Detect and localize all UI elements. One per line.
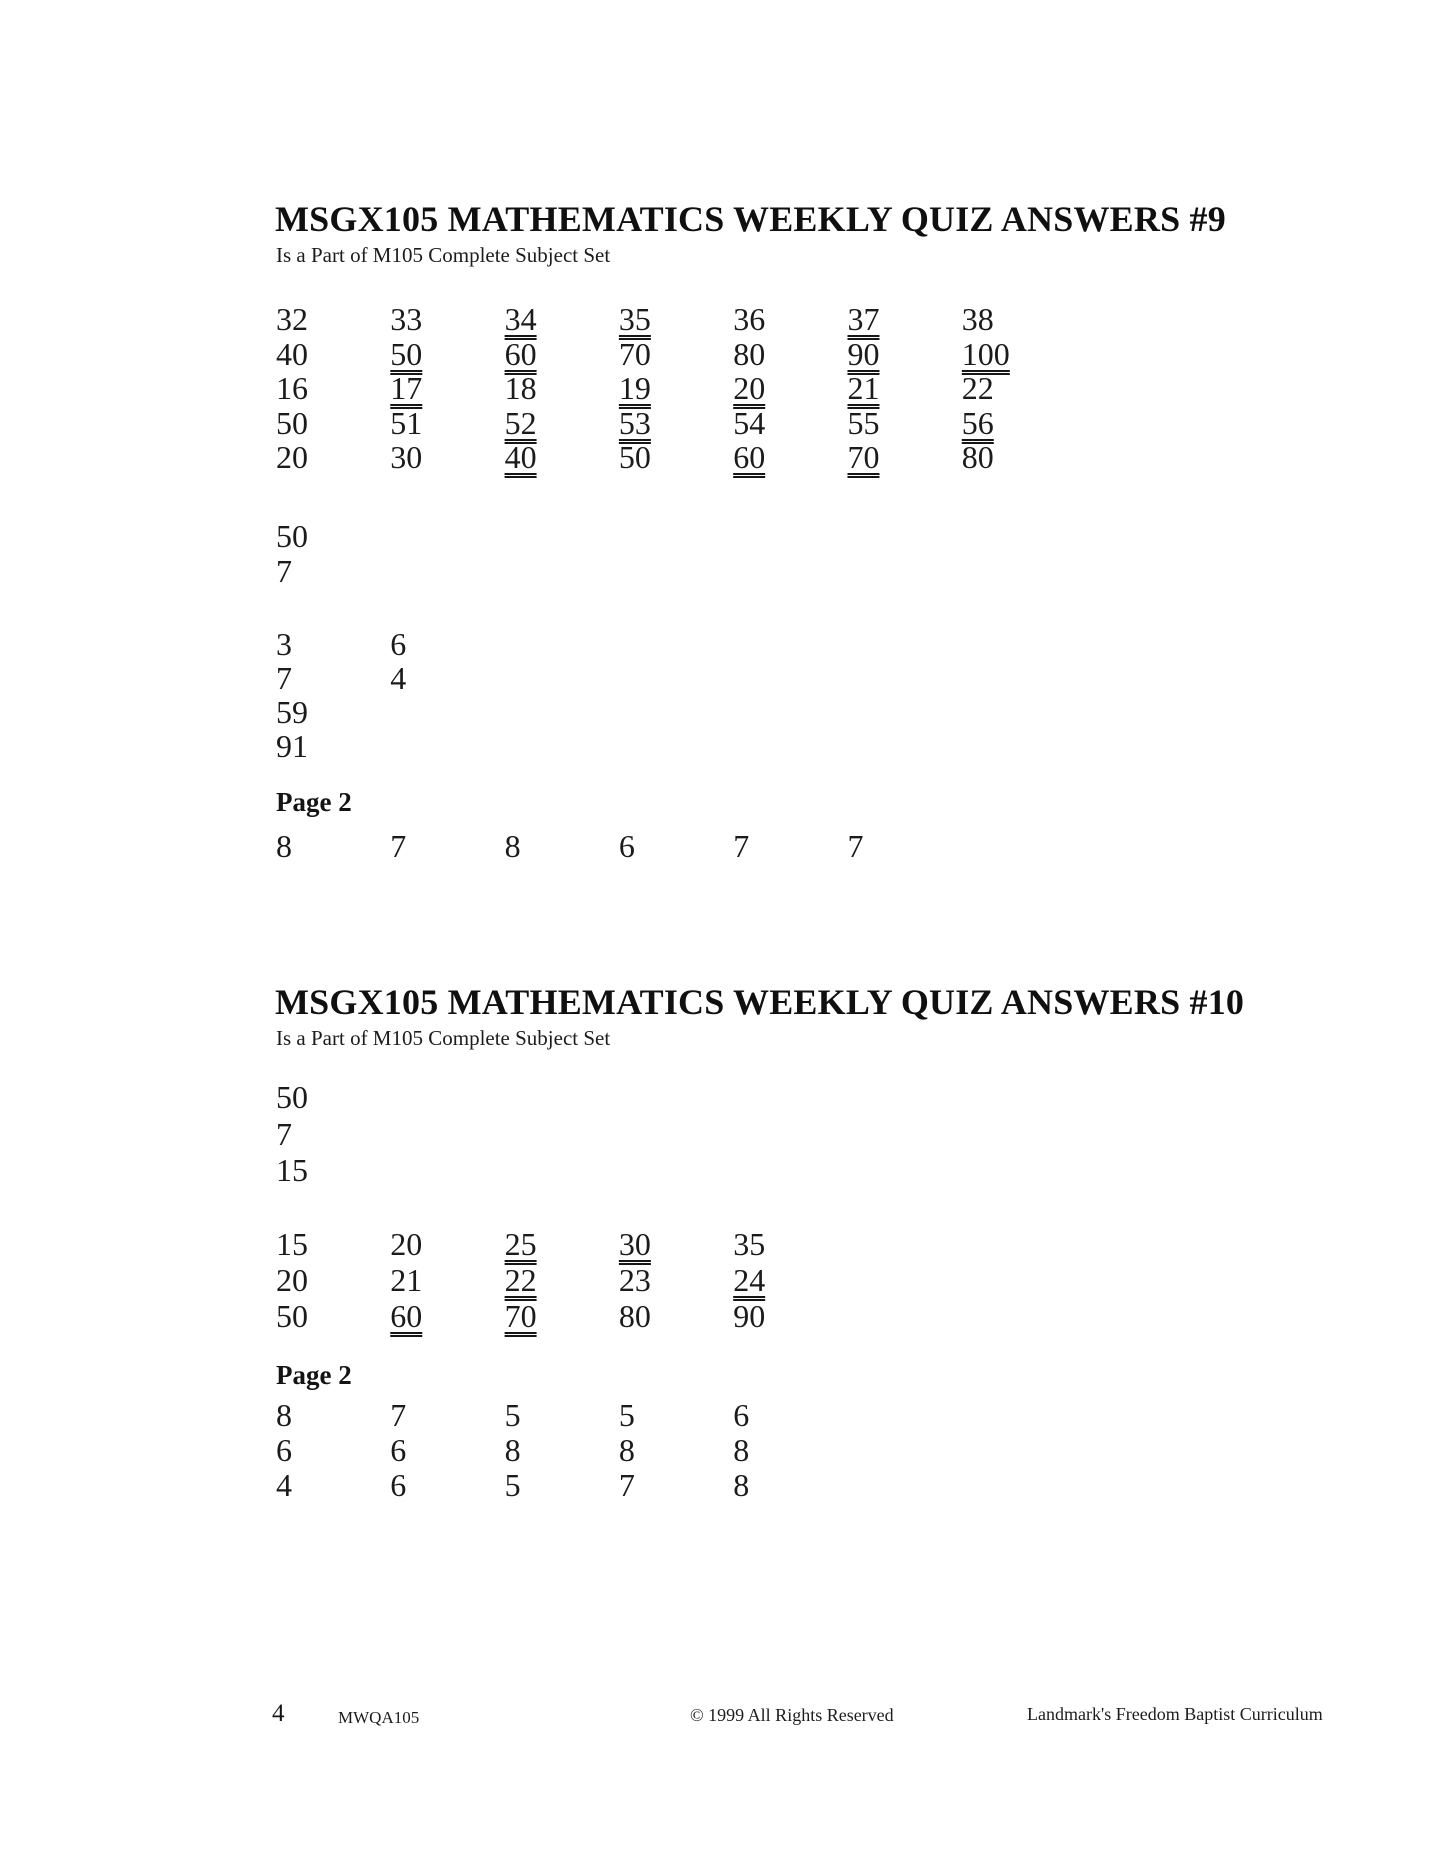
answer-cell (619, 371, 733, 406)
answer-value: 59 (276, 694, 308, 730)
answer-cell (733, 371, 847, 406)
answer-row (276, 729, 505, 763)
answer-value: 32 (276, 301, 308, 337)
answer-value: 80 (618, 1298, 651, 1334)
quiz10-subtitle: Is a Part of M105 Complete Subject Set (276, 1026, 611, 1050)
answer-cell (390, 1468, 504, 1503)
quiz10-single-answers (276, 1079, 390, 1189)
answer-value: 8 (733, 1467, 750, 1503)
answer-value: 16 (276, 370, 308, 407)
answer-cell (505, 829, 619, 864)
answer-value: 35 (733, 1226, 766, 1262)
answer-value-underlined: 60 (390, 1298, 423, 1334)
answer-row (276, 1079, 390, 1116)
answer-cell (390, 627, 504, 661)
answer-row (276, 554, 390, 589)
answer-value-underlined: 100 (961, 335, 1010, 372)
answer-value: 20 (276, 1262, 308, 1298)
answer-cell (390, 337, 504, 372)
answer-value: 8 (276, 1397, 292, 1433)
footer-copyright: © 1999 All Rights Reserved (690, 1705, 894, 1725)
answer-value: 15 (276, 1226, 308, 1262)
answer-row (276, 1262, 847, 1298)
answer-value: 7 (618, 1467, 635, 1503)
answer-value: 54 (733, 404, 766, 441)
footer-page-number: 4 (272, 1700, 285, 1727)
answer-cell (505, 406, 619, 441)
answer-cell (276, 1226, 390, 1262)
answer-cell (276, 554, 390, 589)
answer-cell (619, 1226, 733, 1262)
quiz10-title: MSGX105 MATHEMATICS WEEKLY QUIZ ANSWERS #10 (275, 982, 1245, 1022)
answer-cell (847, 302, 961, 337)
answer-cell (847, 337, 961, 372)
answer-value-underlined: 20 (733, 370, 766, 407)
answer-value: 7 (276, 1115, 292, 1152)
answer-cell (619, 440, 733, 475)
answer-value-underlined: 17 (390, 370, 423, 407)
answer-cell (847, 406, 961, 441)
answer-cell (505, 1262, 619, 1298)
answer-cell (962, 371, 1076, 406)
quiz9-answer-grid (276, 302, 1076, 475)
answer-cell (505, 1298, 619, 1334)
answer-cell (390, 1262, 504, 1298)
answer-cell (962, 440, 1076, 475)
answer-value-underlined: 19 (618, 370, 651, 407)
answer-cell (390, 1226, 504, 1262)
answer-cell (276, 829, 390, 864)
answer-value-underlined: 22 (504, 1262, 537, 1298)
answer-value: 40 (276, 335, 308, 372)
answer-value: 50 (276, 1079, 308, 1115)
quiz10-answer-grid (276, 1226, 847, 1334)
answer-cell (962, 337, 1076, 372)
answer-row (276, 627, 505, 661)
answer-value: 15 (276, 1152, 308, 1188)
answer-value-underlined: 25 (504, 1226, 537, 1262)
answer-value: 23 (618, 1262, 651, 1298)
answer-value: 8 (504, 1432, 521, 1468)
answer-cell (276, 1298, 390, 1334)
answer-cell (390, 371, 504, 406)
answer-value-underlined: 60 (733, 439, 766, 476)
answer-cell (276, 371, 390, 406)
answer-cell (847, 440, 961, 475)
answer-value: 5 (504, 1397, 521, 1433)
answer-value-underlined: 50 (390, 335, 423, 372)
answer-cell (390, 661, 504, 695)
answer-value: 36 (733, 301, 766, 337)
answer-value: 20 (390, 1226, 423, 1262)
answer-value: 80 (961, 439, 994, 476)
answer-cell (276, 302, 390, 337)
answer-value-underlined: 40 (504, 439, 537, 476)
answer-value: 80 (733, 335, 766, 372)
answer-cell (505, 1433, 619, 1468)
answer-value: 51 (390, 404, 423, 441)
quiz9-page2-label: Page 2 (276, 787, 352, 817)
answer-cell (505, 302, 619, 337)
answer-cell (276, 729, 390, 763)
answer-row (276, 406, 1076, 441)
answer-value: 7 (390, 828, 407, 864)
answer-value: 70 (618, 335, 651, 372)
answer-value: 8 (618, 1432, 635, 1468)
answer-row (276, 371, 1076, 406)
answer-row (276, 661, 505, 695)
answer-value: 5 (504, 1467, 521, 1503)
answer-value: 33 (390, 301, 423, 337)
answer-value: 55 (847, 404, 880, 441)
answer-value: 91 (276, 728, 308, 764)
answer-value-underlined: 56 (961, 404, 994, 441)
answer-value: 8 (504, 828, 521, 864)
answer-row (276, 1433, 847, 1468)
answer-row (276, 1468, 847, 1503)
answer-value: 7 (276, 660, 292, 696)
answer-value-underlined: 90 (847, 335, 880, 372)
answer-cell (390, 1398, 504, 1433)
quiz9-single-answers (276, 519, 390, 589)
answer-cell (733, 406, 847, 441)
answer-cell (276, 1468, 390, 1503)
answer-cell (390, 406, 504, 441)
quiz10-page2-answers (276, 1398, 847, 1503)
answer-value: 50 (276, 518, 308, 554)
answer-value: 4 (390, 660, 407, 696)
answer-cell (276, 1433, 390, 1468)
answer-value: 7 (276, 553, 292, 589)
answer-cell (276, 337, 390, 372)
answer-cell (733, 829, 847, 864)
answer-value: 6 (390, 626, 407, 662)
answer-value: 50 (276, 1298, 308, 1334)
answer-row (276, 1226, 847, 1262)
quiz9-pair-answers (276, 627, 505, 763)
answer-cell (276, 406, 390, 441)
footer-publisher: Landmark's Freedom Baptist Curriculum (1027, 1704, 1323, 1724)
answer-value-underlined: 52 (504, 404, 537, 441)
answer-row (276, 829, 962, 864)
answer-value: 20 (276, 439, 308, 476)
answer-value: 21 (390, 1262, 423, 1298)
answer-value-underlined: 21 (847, 370, 880, 407)
answer-cell (619, 1433, 733, 1468)
answer-cell (276, 1262, 390, 1298)
answer-value: 6 (276, 1432, 292, 1468)
answer-row (276, 302, 1076, 337)
answer-value: 30 (390, 439, 423, 476)
answer-value: 6 (390, 1432, 407, 1468)
answer-cell (276, 1079, 390, 1116)
answer-cell (276, 1152, 390, 1189)
answer-cell (619, 829, 733, 864)
answer-cell (733, 337, 847, 372)
answer-cell (390, 829, 504, 864)
answer-cell (619, 1398, 733, 1433)
answer-cell (390, 1433, 504, 1468)
quiz9-subtitle: Is a Part of M105 Complete Subject Set (276, 243, 611, 267)
answer-row (276, 695, 505, 729)
answer-cell (733, 1398, 847, 1433)
answer-cell (733, 440, 847, 475)
answer-value-underlined: 34 (504, 301, 537, 337)
answer-value-underlined: 37 (847, 301, 880, 337)
answer-value: 8 (733, 1432, 750, 1468)
answer-value-underlined: 53 (618, 404, 651, 441)
answer-cell (505, 337, 619, 372)
answer-row (276, 1152, 390, 1189)
answer-row (276, 519, 390, 554)
answer-value-underlined: 30 (618, 1226, 651, 1262)
answer-value: 6 (390, 1467, 407, 1503)
answer-cell (962, 406, 1076, 441)
answer-cell (619, 337, 733, 372)
answer-cell (276, 1398, 390, 1433)
answer-cell (619, 1262, 733, 1298)
answer-cell (276, 519, 390, 554)
answer-row (276, 337, 1076, 372)
answer-value: 7 (847, 828, 864, 864)
answer-cell (619, 302, 733, 337)
answer-value: 22 (961, 370, 994, 407)
answer-value: 6 (733, 1397, 750, 1433)
answer-value: 90 (733, 1298, 766, 1334)
answer-cell (390, 1298, 504, 1334)
answer-cell (505, 1226, 619, 1262)
answer-value-underlined: 70 (847, 439, 880, 476)
answer-cell (390, 440, 504, 475)
answer-value-underlined: 24 (733, 1262, 766, 1298)
answer-cell (733, 1433, 847, 1468)
answer-row (276, 1298, 847, 1334)
answer-row (276, 1398, 847, 1433)
answer-value: 6 (618, 828, 635, 864)
answer-cell (505, 440, 619, 475)
answer-cell (619, 1468, 733, 1503)
answer-cell (276, 440, 390, 475)
answer-value: 5 (618, 1397, 635, 1433)
answer-value: 50 (276, 404, 308, 441)
answer-value: 8 (276, 828, 292, 864)
answer-row (276, 440, 1076, 475)
answer-value-underlined: 70 (504, 1298, 537, 1334)
answer-value: 50 (618, 439, 651, 476)
answer-cell (962, 302, 1076, 337)
answer-row (276, 1116, 390, 1153)
answer-cell (847, 829, 961, 864)
answer-value: 4 (276, 1467, 292, 1503)
quiz9-title: MSGX105 MATHEMATICS WEEKLY QUIZ ANSWERS #9 (275, 199, 1226, 239)
answer-cell (733, 1468, 847, 1503)
answer-value-underlined: 35 (618, 301, 651, 337)
answer-cell (619, 1298, 733, 1334)
answer-cell (276, 695, 390, 729)
answer-cell (733, 1226, 847, 1262)
answer-cell (505, 1398, 619, 1433)
answer-cell (276, 661, 390, 695)
answer-cell (276, 1116, 390, 1153)
answer-value-underlined: 60 (504, 335, 537, 372)
answer-cell (505, 1468, 619, 1503)
answer-cell (390, 302, 504, 337)
answer-value: 7 (733, 828, 750, 864)
answer-cell (619, 406, 733, 441)
answer-value: 3 (276, 626, 292, 662)
answer-cell (733, 1262, 847, 1298)
answer-cell (276, 627, 390, 661)
footer-doc-code: MWQA105 (338, 1708, 420, 1727)
quiz9-page2-answers (276, 829, 962, 864)
answer-value: 18 (504, 370, 537, 407)
answer-cell (733, 1298, 847, 1334)
quiz10-page2-label: Page 2 (276, 1360, 352, 1390)
answer-cell (505, 371, 619, 406)
answer-cell (733, 302, 847, 337)
answer-value: 7 (390, 1397, 407, 1433)
answer-value: 38 (961, 301, 994, 337)
answer-cell (847, 371, 961, 406)
